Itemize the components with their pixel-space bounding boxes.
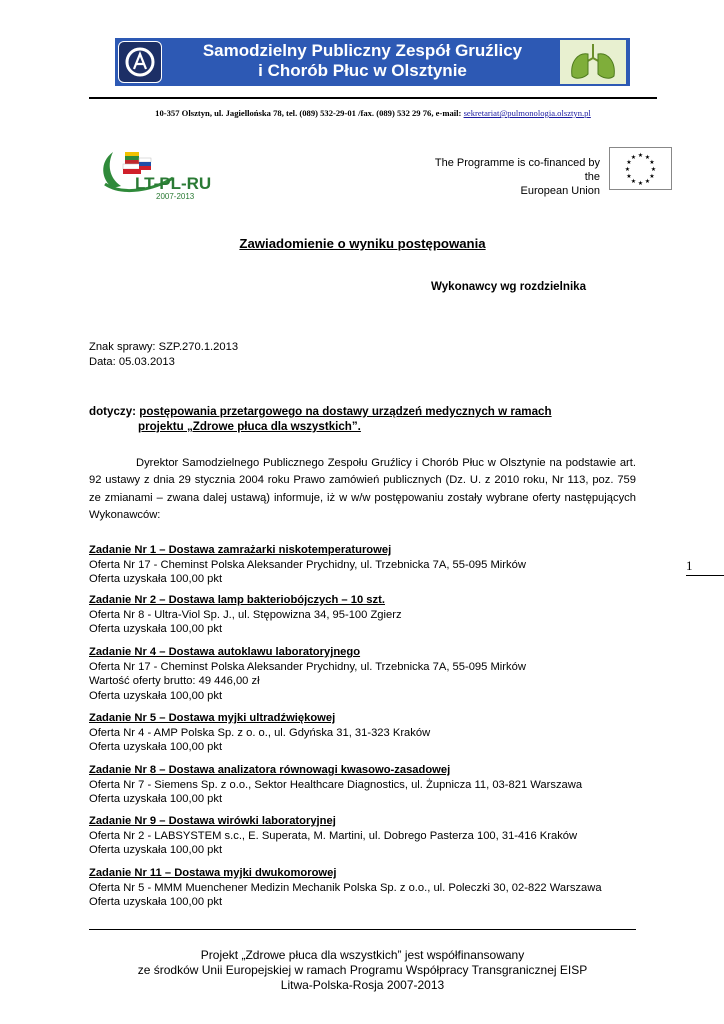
task-points: Oferta uzyskała 100,00 pkt [89,844,223,856]
task-item [89,763,649,807]
task-offer: Oferta Nr 17 - Cheminst Polska Aleksander Prychidny, ul. Trzebnicka 7A, 55-095 Mirków [89,660,526,673]
page-number: 1 [686,558,693,573]
svg-text:★: ★ [650,166,657,173]
svg-text:★: ★ [626,173,632,180]
task-title: Zadanie Nr 1 – Dostawa zamrażarki niskotemperaturowej [89,544,392,556]
svg-text:★: ★ [637,152,644,159]
task-value: Wartość oferty brutto: 49 446,00 zł [89,675,260,687]
task-points: Oferta uzyskała 100,00 pkt [89,793,223,805]
task-title: Zadanie Nr 4 – Dostawa autoklawu laboratoryjnego [89,646,361,658]
task-offer: Oferta Nr 8 - Ultra-Viol Sp. J., ul. Stępowizna 34, 95-100 Zgierz [89,608,402,621]
header-divider [89,97,657,99]
svg-text:★: ★ [644,178,651,185]
intro-text: Dyrektor Samodzielnego Publicznego Zespołu Gruźlicy i Chorób Płuc w Olsztynie na podstawie art. 92 ustawy z dnia 29 stycznia 2004 roku Prawo zamówień publicznych (Dz. U. z 2010 roku, Nr 113, poz. 759 ze zmianami – zwana dalej ustawą) informuje, iż w w/w postępowaniu zostały wybrane oferty następujących Wykonawców: [89,457,636,522]
intro-paragraph [89,455,636,525]
footer-line1: Projekt „Zdrowe płuca dla wszystkich” jest współfinansowany [200,948,525,962]
document-date: Data: 05.03.2013 [89,356,175,368]
footer-line3: Litwa-Polska-Rosja 2007-2013 [280,978,445,992]
address-text: 10-357 Olsztyn, ul. Jagiellońska 78, tel. (089) 532-29-01 /fax. (089) 532 29 76, e-mail: [155,108,462,118]
institution-name-line2: i Chorób Płuc w Olsztynie [258,61,467,80]
svg-text:★: ★ [644,154,651,161]
task-points: Oferta uzyskała 100,00 pkt [89,573,223,585]
task-title: Zadanie Nr 5 – Dostawa myjki ultradźwiękowej [89,712,336,724]
document-title: Zawiadomienie o wyniku postępowania [239,236,486,251]
svg-text:★: ★ [630,154,637,161]
svg-text:★: ★ [637,180,644,187]
task-item [89,645,649,703]
case-reference: Znak sprawy: SZP.270.1.2013 [89,341,239,353]
recipients: Wykonawcy wg rozdzielnika [431,280,587,293]
lungs-icon [560,40,626,84]
task-item [89,814,649,858]
task-offer: Oferta Nr 4 - AMP Polska Sp. z o. o., ul. Gdyńska 31, 31-323 Kraków [89,726,431,739]
task-offer: Oferta Nr 5 - MMM Muenchener Medizin Mechanik Polska Sp. z o.o., ul. Poleczki 30, 02-822 Warszawa [89,881,602,894]
task-item [89,866,649,910]
task-points: Oferta uzyskała 100,00 pkt [89,689,223,702]
task-item [89,543,649,587]
cofinance-statement [420,156,600,198]
task-item [89,593,649,637]
subject [89,404,629,434]
program-name: LT-PL-RU [135,174,212,193]
task-title: Zadanie Nr 9 – Dostawa wirówki laboratoryjnej [89,815,336,827]
task-points: Oferta uzyskała 100,00 pkt [89,623,223,635]
email-link[interactable]: sekretariat@pulmonologia.olsztyn.pl [463,108,591,118]
cofinance-line1: The Programme is co-financed by the [434,157,600,183]
eu-flag-icon [609,147,672,190]
task-title: Zadanie Nr 8 – Dostawa analizatora równowagi kwasowo-zasadowej [89,764,451,776]
subject-label: dotyczy: [89,405,137,418]
subject-line1: postępowania przetargowego na dostawy urządzeń medycznych w ramach [139,405,552,418]
cofinance-line2: European Union [520,185,600,197]
institution-logo-icon [118,41,162,83]
task-offer: Oferta Nr 2 - LABSYSTEM s.c., E. Superata, M. Martini, ul. Dobrego Pasterza 100, 31-416 Kraków [89,829,578,842]
program-years: 2007-2013 [156,192,195,201]
svg-text:★: ★ [649,159,655,166]
svg-text:★: ★ [626,159,632,166]
footer-divider [89,929,636,930]
svg-text:★: ★ [630,178,637,185]
institution-address [89,108,657,118]
task-offer: Oferta Nr 17 - Cheminst Polska Aleksander Prychidny, ul. Trzebnicka 7A, 55-095 Mirków [89,558,526,571]
subject-line2: projektu „Zdrowe płuca dla wszystkich”. [138,420,361,433]
page-number-rule [686,575,724,576]
svg-text:★: ★ [624,166,631,173]
task-points: Oferta uzyskała 100,00 pkt [89,741,223,753]
task-offer: Oferta Nr 7 - Siemens Sp. z o.o., Sektor Healthcare Diagnostics, ul. Żupnicza 11, 03-821 Warszawa [89,778,583,791]
task-title: Zadanie Nr 2 – Dostawa lamp bakteriobójczych – 10 szt. [89,594,385,606]
task-item [89,711,649,755]
footer-line2: ze środków Unii Europejskiej w ramach Programu Współpracy Transgranicznej EISP [137,963,588,977]
svg-text:★: ★ [649,173,655,180]
institution-name-line1: Samodzielny Publiczny Zespół Gruźlicy [202,41,523,60]
task-title: Zadanie Nr 11 – Dostawa myjki dwukomorowej [89,867,337,879]
task-points: Oferta uzyskała 100,00 pkt [89,896,223,908]
